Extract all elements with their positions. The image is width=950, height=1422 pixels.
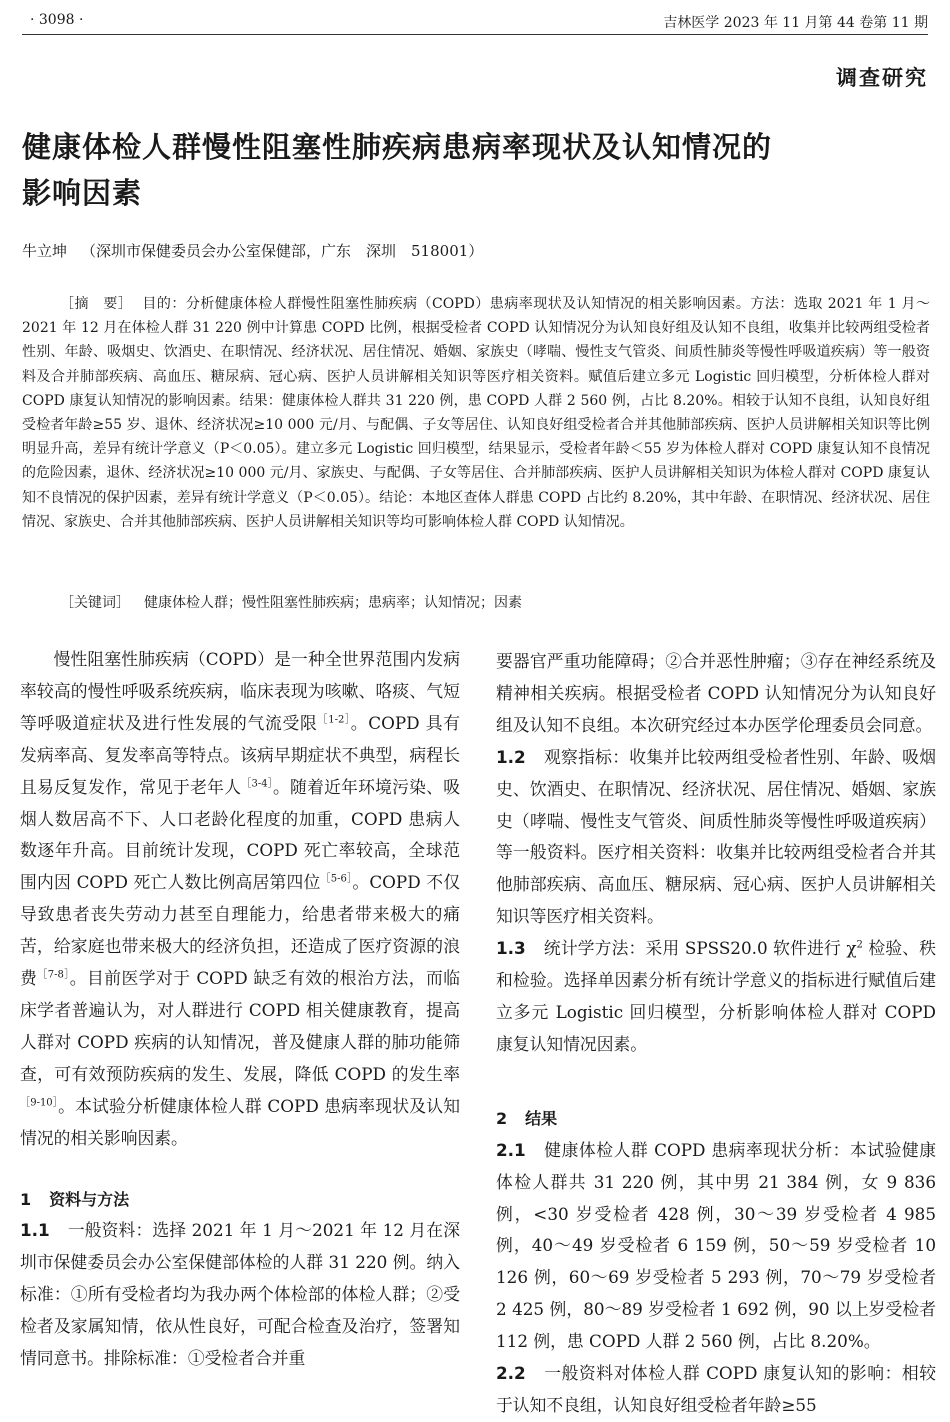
- section-heading-results: 2 结果: [496, 1108, 558, 1128]
- intro-paragraph: 慢性阻塞性肺疾病（COPD）是一种全世界范围内发病率较高的慢性呼吸系统疾病，临床表现为咳嗽、咯痰、气短等呼吸道症状及进行性发展的气流受限$^{[1-2]}$。COPD 具有发病率高、复发率高等特点。该病早期症状不典型，病程长且易反复发作，常见于老年人$^{[3-4]}$。随着近年环境污染、吸烟人数居高不下、人口老龄化程度的加重，COPD 患病人数逐年升高。目前统计发现，COPD 死亡率较高，全球范围内因 COPD 死亡人数比例高居第四位$^{[5-6]}$。COPD 不仅导致患者丧失劳动力甚至自理能力，给患者带来极大的痛苦，给家庭也带来极大的经济负担，还造成了医疗资源的浪费$^{[7-8]}$。目前医学对于 COPD 缺乏有效的根治方法，而临床学者普遍认为，对人群进行 COPD 相关健康教育，提高人群对 COPD 疾病的认知情况，普及健康人群的肺功能筛查，可有效预防疾病的发生、发展，降低 COPD 的发生率$^{[9-10]}$。本试验分析健康体检人群 COPD 患病率现状及认知情况的相关影响因素。: [20, 649, 461, 1148]
- section-heading-methods: 1 资料与方法: [20, 1189, 130, 1209]
- article-title: [22, 124, 922, 216]
- right-column: [496, 646, 936, 1422]
- page-number: · 3098 ·: [30, 12, 84, 28]
- subsection-1-1-cont: 要器官严重功能障碍；②合并恶性肿瘤；③存在神经系统及精神相关疾病。根据受检者 COPD 认知情况分为认知良好组及认知不良组。本次研究经过本办医学伦理委员会同意。: [496, 651, 936, 735]
- keywords-text: 健康体检人群；慢性阻塞性肺疾病；患病率；认知情况；因素: [144, 595, 522, 611]
- author-line: [22, 240, 483, 261]
- running-header: [22, 8, 928, 35]
- abstract-label: ［摘 要］: [60, 296, 133, 312]
- subsection-1-1: 1.1 一般资料：选择 2021 年 1 月～2021 年 12 月在深圳市保健委员会办公室保健部体检的人群 31 220 例。纳入标准：①所有受检者均为我办两个体检部的体检人群；②受检者及家属知情，依从性良好，可配合检查及治疗，签署知情同意书。排除标准：①受检者合并重: [20, 1220, 460, 1369]
- citation-ref: ［9-10］: [20, 1097, 59, 1109]
- citation-ref: ［3-4］: [241, 778, 274, 790]
- citation-ref: ［1-2］: [317, 714, 351, 726]
- title-line-1: 健康体检人群慢性阻塞性肺疾病患病率现状及认知情况的: [22, 130, 773, 164]
- author-affiliation: （深圳市保健委员会办公室保健部，广东 深圳 518001）: [81, 242, 484, 260]
- subsection-1-2: 1.2 观察指标：收集并比较两组受检者性别、年龄、吸烟史、饮酒史、在职情况、经济状况、居住情况、婚姻、家族史（哮喘、慢性支气管炎、间质性肺炎等慢性呼吸道疾病）等一般资料。医疗相关资料：收集并比较两组受检者合并其他肺部疾病、高血压、糖尿病、冠心病、医护人员讲解相关知识等医疗相关资料。: [496, 746, 936, 927]
- citation-ref: ［5-6］: [320, 873, 353, 885]
- journal-citation: 吉林医学 2023 年 11 月第 44 卷第 11 期: [663, 15, 928, 31]
- left-column: [20, 644, 460, 1375]
- subsection-1-3: 1.3 统计学方法：采用 SPSS20.0 软件进行 $\chi^2$ 检验、秩和检验。选择单因素分析有统计学意义的指标进行赋值后建立多元 Logistic 回归模型，分析影响体检人群对 COPD 康复认知情况因素。: [496, 938, 936, 1054]
- keywords: [60, 592, 522, 612]
- citation-ref: ［7-8］: [37, 969, 70, 981]
- author-name: 牛立坤: [22, 242, 68, 260]
- abstract-text: 目的：分析健康体检人群慢性阻塞性肺疾病（COPD）患病率现状及认知情况的相关影响因素。方法：选取 2021 年 1 月～2021 年 12 月在体检人群 31 220 例中计算患 COPD 比例，根据受检者 COPD 认知情况分为认知良好组及认知不良组，收集并比较两组受检者性别、年龄、吸烟史、饮酒史、在职情况、经济状况、居住情况、婚姻、家族史（哮喘、慢性支气管炎、间质性肺炎等慢性呼吸道疾病）等一般资料及合并肺部疾病、高血压、糖尿病、冠心病、医护人员讲解相关知识等医疗相关资料。赋值后建立多元 Logistic 回归模型，分析体检人群对 COPD 康复认知情况的影响因素。结果：健康体检人群共 31 220 例，患 COPD 人群 2 560 例，占比 8.20%。相较于认知不良组，认知良好组受检者年龄≥55 岁、退休、经济状况≥10 000 元/月、与配偶、子女等居住、认知良好组受检者合并其他肺部疾病、医护人员讲解相关知识等比例明显升高，差异有统计学意义（P＜0.05）。建立多元 Logistic 回归模型，结果显示，受检者年龄＜55 岁为体检人群对 COPD 康复认知不良情况的危险因素，退休、经济状况≥10 000 元/月、家族史、与配偶、子女等居住、合并肺部疾病、医护人员讲解相关知识为体检人群对 COPD 康复认知不良情况的保护因素，差异有统计学意义（P＜0.05）。结论：本地区查体人群患 COPD 占比约 8.20%，其中年龄、在职情况、经济状况、居住情况、家族史、合并其他肺部疾病、医护人员讲解相关知识等均可影响体检人群 COPD 认知情况。: [22, 296, 931, 530]
- section-tag: 调查研究: [836, 66, 928, 90]
- subsection-2-1: 2.1 健康体检人群 COPD 患病率现状分析：本试验健康体检人群共 31 220 例，其中男 21 384 例，女 9 836 例，<30 岁受检者 428 例，30～39 岁受检者 4 985 例，40～49 岁受检者 6 159 例，50～59 岁受检者 10 126 例，60～69 岁受检者 5 293 例，70～79 岁受检者 2 425 例，80～89 岁受检者 1 692 例，90 以上岁受检者 112 例，患 COPD 人群 2 560 例，占比 8.20%。: [496, 1139, 936, 1352]
- keywords-label: ［关键词］: [60, 595, 130, 611]
- title-line-2: 影响因素: [22, 176, 143, 210]
- subsection-2-2: 2.2 一般资料对体检人群 COPD 康复认知的影响：相较于认知不良组，认知良好组受检者年龄≥55: [496, 1363, 936, 1415]
- abstract: [22, 292, 930, 534]
